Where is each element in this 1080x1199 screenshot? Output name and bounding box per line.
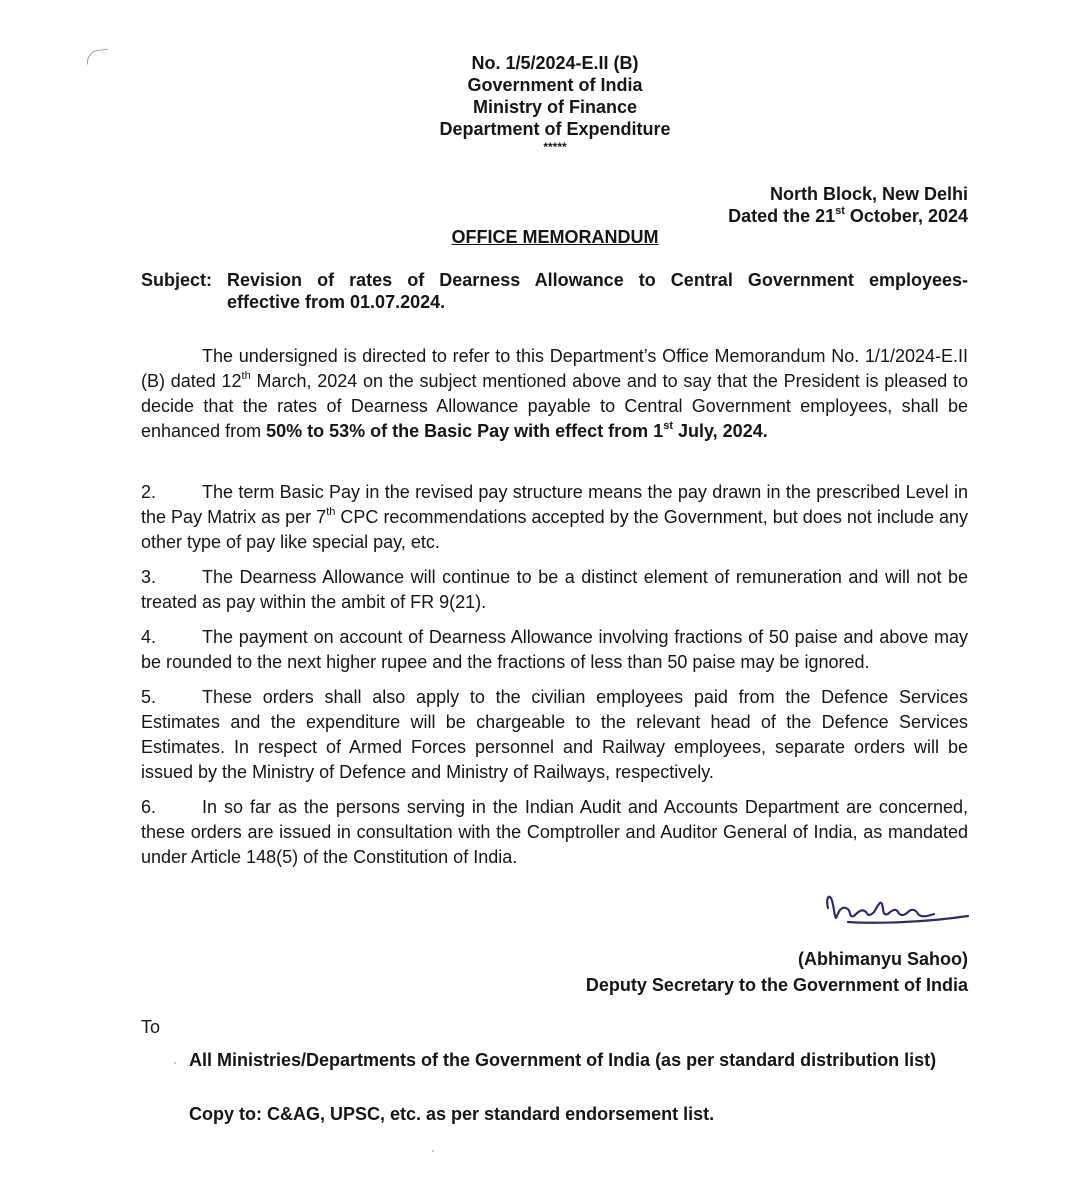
para5-number: 5. xyxy=(141,687,157,707)
date-suffix: October, 2024 xyxy=(844,206,968,226)
scan-speck xyxy=(174,1062,176,1064)
para2-text-b: CPC recommendations accepted by the Government, but does not include any other type of pay like special pay, etc. xyxy=(141,507,968,552)
paragraph-1 xyxy=(141,344,968,444)
subject-label: Subject: xyxy=(141,270,213,290)
scan-speck xyxy=(432,1150,434,1152)
para2-number: 2. xyxy=(141,482,157,502)
distribution-list: All Ministries/Departments of the Government of India (as per standard distribution list) xyxy=(189,1050,937,1070)
para1-bold-b: July, 2024. xyxy=(672,421,768,441)
place-and-date xyxy=(728,183,968,227)
date-ordinal: st xyxy=(835,205,845,217)
para6-text: In so far as the persons serving in the Indian Audit and Accounts Department are concerned, these orders are issued in consultation with the Comptroller and Auditor General of India, as mandated under Article 148(5) of the Constitution of India. xyxy=(141,797,968,867)
handwritten-signature xyxy=(818,886,978,936)
para1-ordinal-a: th xyxy=(241,370,251,382)
ministry-name: Ministry of Finance xyxy=(472,97,638,117)
government-name: Government of India xyxy=(467,75,643,95)
date xyxy=(728,205,968,227)
paragraph-6 xyxy=(141,795,968,870)
paragraph-4 xyxy=(141,625,968,675)
letterhead xyxy=(0,52,1080,153)
document-title: OFFICE MEMORANDUM xyxy=(451,227,659,247)
paragraph-2 xyxy=(141,480,968,555)
para1-ordinal-b: st xyxy=(663,420,673,432)
department-name: Department of Expenditure xyxy=(439,119,671,139)
para2-text-a: The term Basic Pay in the revised pay structure means the pay drawn in the prescribed Level in the Pay Matrix as per 7 xyxy=(141,482,968,527)
separator-stars: ***** xyxy=(543,140,567,154)
copy-to-line: Copy to: C&AG, UPSC, etc. as per standard endorsement list. xyxy=(189,1104,715,1124)
signatory-designation: Deputy Secretary to the Government of India xyxy=(585,975,968,995)
date-prefix: Dated the 21 xyxy=(728,206,836,226)
subject-line-2: effective from 01.07.2024. xyxy=(227,292,446,312)
place: North Block, New Delhi xyxy=(769,184,968,204)
para5-text: These orders shall also apply to the civilian employees paid from the Defence Services Estimates and the expenditure will be chargeable to the relevant head of the Defence Services Estimates. In respect of Armed Forces personnel and Railway employees, separate orders will be issued by the Ministry of Defence and Ministry of Railways, respectively. xyxy=(141,687,968,782)
para6-number: 6. xyxy=(141,797,157,817)
file-number: No. 1/5/2024-E.II (B) xyxy=(471,53,639,73)
to-label: To xyxy=(141,1017,161,1037)
subject-line-1: Revision of rates of Dearness Allowance to Central Government employees- xyxy=(227,270,968,290)
para4-number: 4. xyxy=(141,627,157,647)
para4-text: The payment on account of Dearness Allowance involving fractions of 50 paise and above may be rounded to the next higher rupee and the fractions of less than 50 paise may be ignored. xyxy=(141,627,968,672)
paragraph-5 xyxy=(141,685,968,785)
signatory-block xyxy=(586,946,968,998)
para1-bold-a: 50% to 53% of the Basic Pay with effect from 1 xyxy=(266,421,664,441)
para1-text-b: March, 2024 on the subject mentioned above and to say that the President is pleased to decide that the rates of Dearness Allowance payable to Central Government employees, shall be enhanced from xyxy=(141,371,968,441)
para1-text-a: The undersigned is directed to refer to this Department’s Office Memorandum No. 1/1/2024-E.II (B) dated 12 xyxy=(141,346,968,391)
signatory-name: (Abhimanyu Sahoo) xyxy=(798,949,968,969)
paragraph-3 xyxy=(141,565,968,615)
subject-block xyxy=(141,269,968,313)
para3-text: The Dearness Allowance will continue to be a distinct element of remuneration and will not be treated as pay within the ambit of FR 9(21). xyxy=(141,567,968,612)
para2-ordinal: th xyxy=(326,506,336,518)
para3-number: 3. xyxy=(141,567,157,587)
